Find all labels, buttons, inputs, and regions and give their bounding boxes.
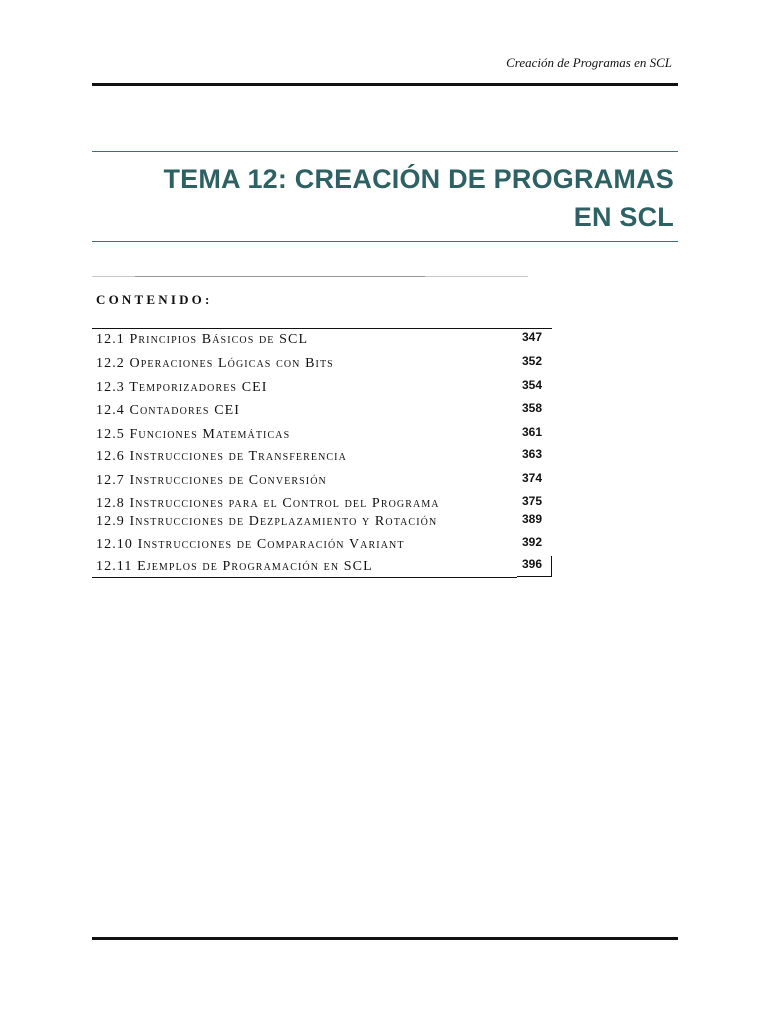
toc-entry-label[interactable]: 12.11 Ejemplos de Programación en SCL [96, 559, 373, 574]
section-divider-accent [135, 276, 425, 277]
toc-row[interactable] [92, 473, 552, 493]
toc-entry-page: 352 [522, 354, 543, 368]
toc-bottom-rule-page [517, 576, 552, 577]
toc-entry-label[interactable]: 12.1 Principios Básicos de SCL [96, 332, 309, 347]
header-rule [92, 83, 678, 86]
title-rule-bottom [92, 241, 678, 242]
toc-row[interactable] [92, 496, 552, 516]
toc-entry-label[interactable]: 12.4 Contadores CEI [96, 403, 241, 418]
toc-row[interactable] [92, 380, 552, 400]
toc-row[interactable] [92, 332, 552, 352]
contents-heading: CONTENIDO: [96, 292, 213, 307]
toc-row[interactable] [92, 403, 552, 423]
chapter-title [134, 160, 674, 236]
toc-row[interactable] [92, 559, 552, 579]
toc-entry-page: 347 [522, 330, 543, 344]
toc-entry-label[interactable]: 12.7 Instrucciones de Conversión [96, 473, 327, 488]
toc-entry-page: 358 [522, 401, 543, 415]
toc-entry-label[interactable]: 12.2 Operaciones Lógicas con Bits [96, 356, 334, 371]
toc-row[interactable] [92, 537, 552, 557]
toc-top-rule [92, 328, 552, 329]
toc-row[interactable] [92, 356, 552, 376]
toc-page-cell-rule [551, 556, 552, 577]
toc-entry-label[interactable]: 12.10 Instrucciones de Comparación Variant [96, 537, 405, 552]
toc-row[interactable] [92, 514, 552, 534]
toc-row[interactable] [92, 449, 552, 469]
toc-bottom-rule [92, 577, 517, 578]
toc-entry-page: 392 [522, 535, 543, 549]
toc-entry-page: 389 [522, 512, 543, 526]
toc-row[interactable] [92, 427, 552, 447]
toc-entry-page: 363 [522, 447, 543, 461]
toc-entry-label[interactable]: 12.9 Instrucciones de Dezplazamiento y Rotación [96, 514, 438, 529]
chapter-title-line1: TEMA 12: CREACIÓN DE PROGRAMAS [163, 164, 674, 194]
toc-entry-page: 374 [522, 471, 543, 485]
toc-entry-label[interactable]: 12.3 Temporizadores CEI [96, 380, 268, 395]
chapter-title-line2: EN SCL [573, 202, 674, 232]
toc-entry-label[interactable]: 12.6 Instrucciones de Transferencia [96, 449, 347, 464]
toc-entry-page: 361 [522, 425, 543, 439]
toc-entry-page: 396 [522, 557, 543, 571]
toc-entry-page: 375 [522, 494, 543, 508]
title-rule-top [92, 151, 678, 152]
toc-entry-label[interactable]: 12.5 Funciones Matemáticas [96, 427, 291, 442]
toc-entry-page: 354 [522, 378, 543, 392]
footer-rule [92, 937, 678, 940]
toc-entry-label[interactable]: 12.8 Instrucciones para el Control del Programa [96, 496, 440, 511]
running-header: Creación de Programas en SCL [506, 55, 672, 70]
